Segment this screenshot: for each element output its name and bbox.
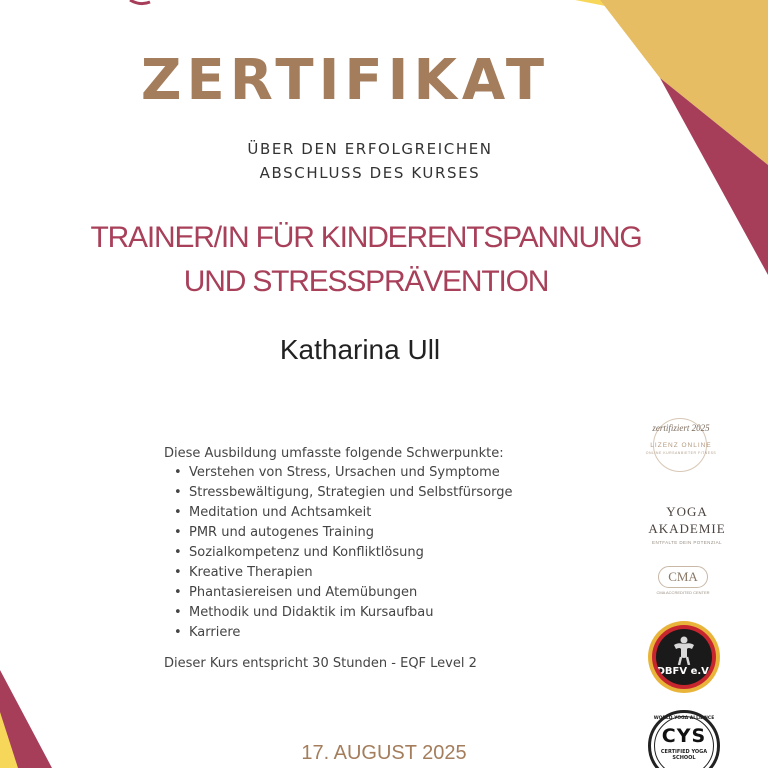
certificate-title: ZERTIFIKAT — [140, 48, 550, 113]
course-title — [0, 216, 732, 304]
cys-logo-label: CYS — [661, 725, 707, 747]
lizenz-bottom-text: ONLINE KURSANBIETER FITNESS — [645, 451, 717, 455]
certificate-date: 17. AUGUST 2025 — [301, 742, 467, 764]
yoga-logo-subline: ENTFALTE DEIN POTENZIAL — [652, 540, 722, 545]
cys-subline-2: SCHOOL — [672, 755, 696, 761]
lizenz-middle-text: LIZENZ ONLINE — [650, 442, 712, 449]
lizenz-online-logo — [643, 418, 719, 476]
certificate-subtitle — [0, 137, 740, 185]
cys-subline-1: CERTIFIED YOGA — [660, 749, 708, 755]
yoga-logo-line-1: YOGA — [666, 504, 708, 519]
hours-note: Dieser Kurs entspricht 30 Stunden - EQF Level 2 — [164, 656, 477, 671]
topic-item: • Karriere — [174, 623, 512, 643]
topic-item: • Verstehen von Stress, Ursachen und Symptome — [174, 463, 512, 483]
cys-logo-subline — [651, 749, 717, 761]
course-title-line-1: TRAINER/IN FÜR KINDERENTSPANNUNG — [90, 221, 642, 254]
yoga-akademie-logo — [645, 503, 729, 545]
top-flourish — [130, 0, 150, 4]
subtitle-line-2: ABSCHLUSS DES KURSES — [259, 164, 481, 182]
recipient-name: Katharina Ull — [279, 334, 441, 365]
topic-item: • PMR und autogenes Training — [174, 523, 512, 543]
cys-arc-text: WORLD YOGA ALLIANCE — [653, 716, 715, 721]
lizenz-top-text: zertifiziert 2025 — [652, 423, 710, 433]
topic-item: • Sozialkompetenz und Konfliktlösung — [174, 543, 512, 563]
dbfv-logo-label: DBFV e.V. — [656, 666, 712, 677]
topics-intro: Diese Ausbildung umfasste folgende Schwerpunkte: — [164, 446, 504, 461]
dbfv-logo — [648, 621, 720, 693]
topic-item: • Stressbewältigung, Strategien und Selbstfürsorge — [174, 483, 512, 503]
topics-list — [174, 463, 512, 643]
cma-logo-badge: CMA — [658, 566, 708, 588]
dbfv-core — [656, 629, 712, 685]
yoga-logo-line-2: AKADEMIE — [648, 521, 726, 536]
topic-item: • Meditation und Achtsamkeit — [174, 503, 512, 523]
cma-logo — [652, 566, 714, 595]
bodybuilder-icon — [670, 635, 698, 665]
cys-logo — [648, 710, 720, 768]
course-title-line-2: UND STRESSPRÄVENTION — [183, 265, 549, 298]
topic-item: • Phantasiereisen und Atemübungen — [174, 583, 512, 603]
cma-logo-subline: CMA ACCREDITED CENTER — [656, 590, 710, 595]
dbfv-red-ring — [652, 625, 716, 689]
topic-item: • Methodik und Didaktik im Kursaufbau — [174, 603, 512, 623]
subtitle-line-1: ÜBER DEN ERFOLGREICHEN — [247, 140, 493, 158]
topic-item: • Kreative Therapien — [174, 563, 512, 583]
